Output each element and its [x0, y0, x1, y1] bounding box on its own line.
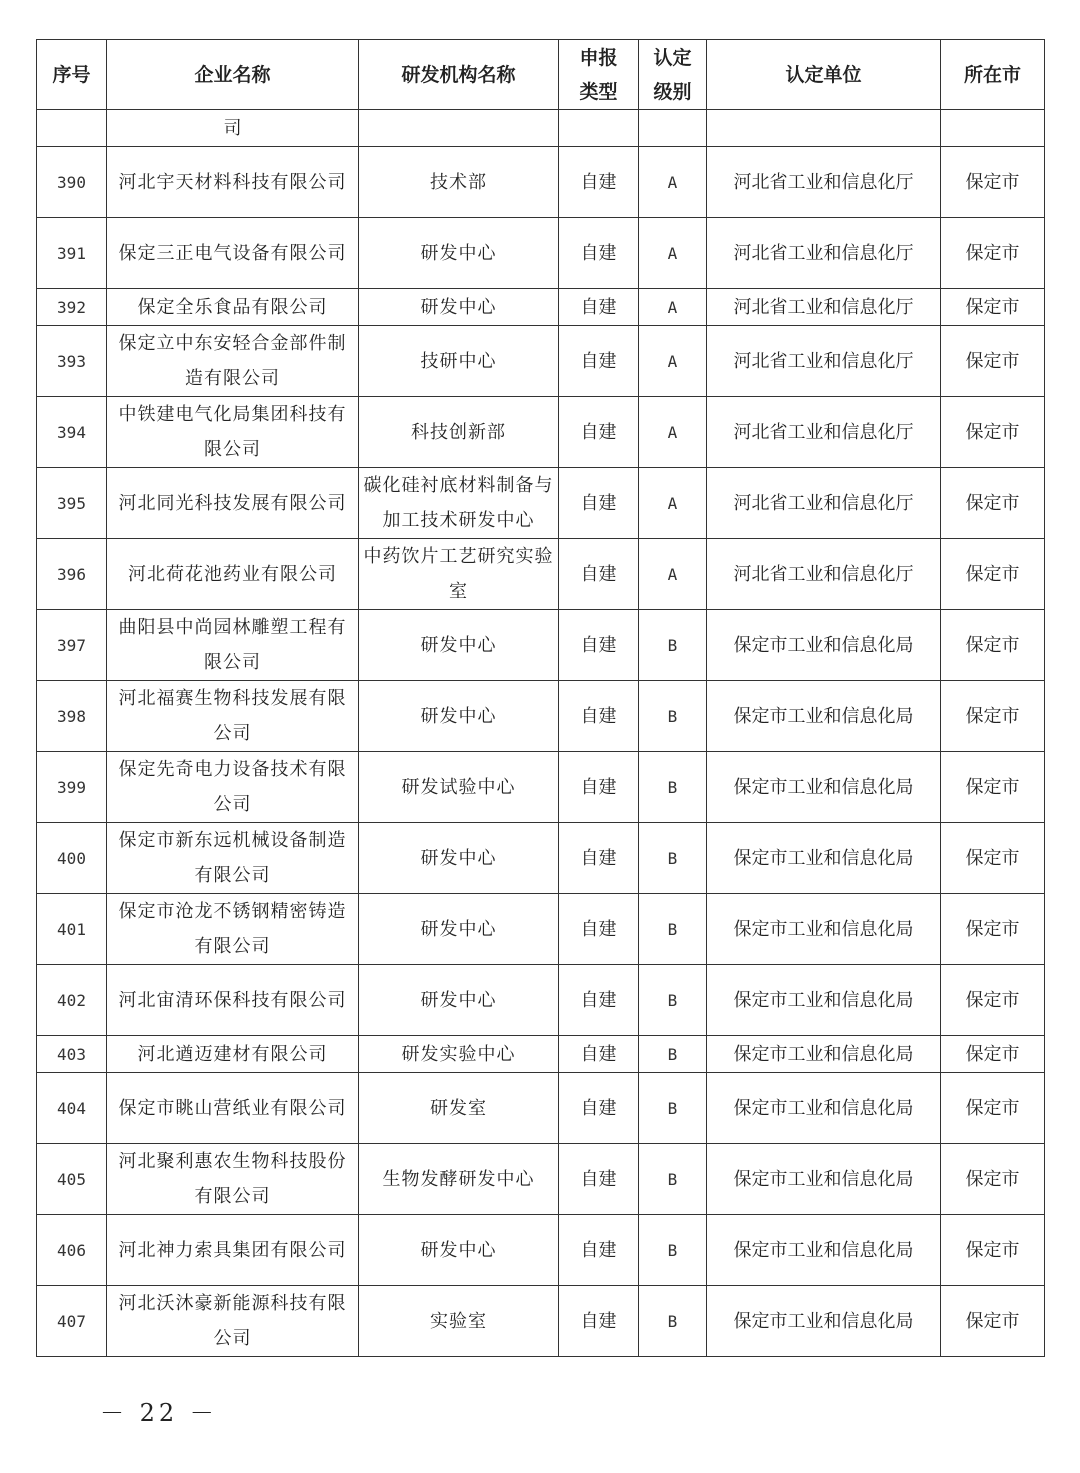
cell-level: A	[639, 218, 707, 289]
cell-city: 保定市	[941, 1036, 1045, 1073]
cell-seq: 390	[37, 147, 107, 218]
cell-institution: 研发中心	[359, 1215, 559, 1286]
cell-level: B	[639, 752, 707, 823]
cell-company: 保定三正电气设备有限公司	[107, 218, 359, 289]
cell-type: 自建	[559, 894, 639, 965]
cell-company: 保定立中东安轻合金部件制造有限公司	[107, 326, 359, 397]
cell-authority	[707, 110, 941, 147]
cell-city: 保定市	[941, 1215, 1045, 1286]
cell-institution: 中药饮片工艺研究实验室	[359, 539, 559, 610]
table-row	[37, 752, 1045, 823]
cell-authority: 河北省工业和信息化厅	[707, 539, 941, 610]
cell-seq: 401	[37, 894, 107, 965]
cell-city: 保定市	[941, 965, 1045, 1036]
cell-city: 保定市	[941, 289, 1045, 326]
cell-company: 曲阳县中尚园林雕塑工程有限公司	[107, 610, 359, 681]
header-institution: 研发机构名称	[359, 40, 559, 110]
cell-seq: 406	[37, 1215, 107, 1286]
cell-institution: 研发试验中心	[359, 752, 559, 823]
cell-city: 保定市	[941, 147, 1045, 218]
cell-authority: 保定市工业和信息化局	[707, 1036, 941, 1073]
cell-authority: 保定市工业和信息化局	[707, 1073, 941, 1144]
cell-city: 保定市	[941, 752, 1045, 823]
cell-type: 自建	[559, 218, 639, 289]
cell-seq: 392	[37, 289, 107, 326]
cell-seq: 400	[37, 823, 107, 894]
cell-authority: 保定市工业和信息化局	[707, 1144, 941, 1215]
cell-company: 保定先奇电力设备技术有限公司	[107, 752, 359, 823]
cell-level: B	[639, 1215, 707, 1286]
table-row	[37, 147, 1045, 218]
cell-city: 保定市	[941, 1286, 1045, 1357]
table-row	[37, 823, 1045, 894]
cell-company: 保定市新东远机械设备制造有限公司	[107, 823, 359, 894]
cell-type: 自建	[559, 752, 639, 823]
cell-city: 保定市	[941, 1073, 1045, 1144]
cell-city: 保定市	[941, 326, 1045, 397]
cell-institution	[359, 110, 559, 147]
cell-level: A	[639, 468, 707, 539]
cell-seq: 397	[37, 610, 107, 681]
cell-authority: 保定市工业和信息化局	[707, 752, 941, 823]
cell-company: 河北同光科技发展有限公司	[107, 468, 359, 539]
cell-level: A	[639, 539, 707, 610]
cell-type: 自建	[559, 1286, 639, 1357]
cell-type: 自建	[559, 610, 639, 681]
cell-authority: 保定市工业和信息化局	[707, 823, 941, 894]
cell-seq: 396	[37, 539, 107, 610]
cell-seq: 403	[37, 1036, 107, 1073]
cell-authority: 保定市工业和信息化局	[707, 965, 941, 1036]
cell-institution: 技研中心	[359, 326, 559, 397]
cell-authority: 河北省工业和信息化厅	[707, 289, 941, 326]
table-row	[37, 610, 1045, 681]
header-seq: 序号	[37, 40, 107, 110]
cell-type: 自建	[559, 289, 639, 326]
enterprise-rd-table	[36, 39, 1045, 1357]
cell-city: 保定市	[941, 539, 1045, 610]
cell-company: 河北神力索具集团有限公司	[107, 1215, 359, 1286]
cell-company: 河北宙清环保科技有限公司	[107, 965, 359, 1036]
cell-company: 河北沃沐豪新能源科技有限公司	[107, 1286, 359, 1357]
cell-level	[639, 110, 707, 147]
cell-company: 司	[107, 110, 359, 147]
cell-type	[559, 110, 639, 147]
table-row	[37, 539, 1045, 610]
cell-city: 保定市	[941, 218, 1045, 289]
cell-type: 自建	[559, 965, 639, 1036]
table-row	[37, 1286, 1045, 1357]
table-row	[37, 326, 1045, 397]
table-row	[37, 289, 1045, 326]
cell-institution: 研发中心	[359, 965, 559, 1036]
cell-type: 自建	[559, 397, 639, 468]
cell-seq	[37, 110, 107, 147]
header-type: 申报 类型	[559, 40, 639, 110]
cell-institution: 研发中心	[359, 681, 559, 752]
cell-city: 保定市	[941, 610, 1045, 681]
cell-seq: 407	[37, 1286, 107, 1357]
cell-type: 自建	[559, 823, 639, 894]
cell-seq: 393	[37, 326, 107, 397]
cell-type: 自建	[559, 468, 639, 539]
cell-level: B	[639, 1036, 707, 1073]
cell-level: B	[639, 1286, 707, 1357]
table-row	[37, 965, 1045, 1036]
cell-seq: 405	[37, 1144, 107, 1215]
header-authority: 认定单位	[707, 40, 941, 110]
cell-institution: 研发中心	[359, 289, 559, 326]
cell-company: 河北荷花池药业有限公司	[107, 539, 359, 610]
cell-level: B	[639, 965, 707, 1036]
cell-level: B	[639, 823, 707, 894]
cell-city: 保定市	[941, 468, 1045, 539]
cell-seq: 402	[37, 965, 107, 1036]
cell-institution: 研发室	[359, 1073, 559, 1144]
cell-company: 保定市眺山营纸业有限公司	[107, 1073, 359, 1144]
cell-seq: 391	[37, 218, 107, 289]
cell-institution: 碳化硅衬底材料制备与加工技术研发中心	[359, 468, 559, 539]
table-row	[37, 1073, 1045, 1144]
cell-type: 自建	[559, 326, 639, 397]
cell-seq: 399	[37, 752, 107, 823]
cell-city	[941, 110, 1045, 147]
cell-level: A	[639, 326, 707, 397]
cell-level: B	[639, 894, 707, 965]
cell-authority: 河北省工业和信息化厅	[707, 218, 941, 289]
cell-city: 保定市	[941, 894, 1045, 965]
cell-authority: 保定市工业和信息化局	[707, 894, 941, 965]
cell-level: B	[639, 681, 707, 752]
cell-authority: 河北省工业和信息化厅	[707, 397, 941, 468]
cell-type: 自建	[559, 1073, 639, 1144]
cell-institution: 研发实验中心	[359, 1036, 559, 1073]
table-row	[37, 681, 1045, 752]
header-company: 企业名称	[107, 40, 359, 110]
table-row	[37, 397, 1045, 468]
cell-type: 自建	[559, 1215, 639, 1286]
cell-authority: 保定市工业和信息化局	[707, 681, 941, 752]
cell-seq: 395	[37, 468, 107, 539]
cell-institution: 研发中心	[359, 218, 559, 289]
table-row	[37, 218, 1045, 289]
cell-level: B	[639, 610, 707, 681]
cell-level: A	[639, 397, 707, 468]
cell-company: 河北聚利惠农生物科技股份有限公司	[107, 1144, 359, 1215]
continuation-row	[37, 110, 1045, 147]
table-row	[37, 1144, 1045, 1215]
cell-institution: 实验室	[359, 1286, 559, 1357]
cell-seq: 394	[37, 397, 107, 468]
cell-type: 自建	[559, 1144, 639, 1215]
cell-authority: 河北省工业和信息化厅	[707, 468, 941, 539]
cell-city: 保定市	[941, 1144, 1045, 1215]
cell-city: 保定市	[941, 823, 1045, 894]
cell-type: 自建	[559, 147, 639, 218]
table-row	[37, 1036, 1045, 1073]
header-city: 所在市	[941, 40, 1045, 110]
table-row	[37, 468, 1045, 539]
cell-type: 自建	[559, 1036, 639, 1073]
cell-seq: 398	[37, 681, 107, 752]
cell-company: 保定全乐食品有限公司	[107, 289, 359, 326]
table-header-row	[37, 40, 1045, 110]
cell-institution: 研发中心	[359, 610, 559, 681]
table-row	[37, 894, 1045, 965]
cell-institution: 研发中心	[359, 894, 559, 965]
cell-city: 保定市	[941, 681, 1045, 752]
cell-institution: 技术部	[359, 147, 559, 218]
cell-authority: 保定市工业和信息化局	[707, 1286, 941, 1357]
cell-institution: 科技创新部	[359, 397, 559, 468]
cell-company: 河北遒迈建材有限公司	[107, 1036, 359, 1073]
cell-company: 保定市沧龙不锈钢精密铸造有限公司	[107, 894, 359, 965]
cell-company: 河北宇天材料科技有限公司	[107, 147, 359, 218]
cell-level: A	[639, 289, 707, 326]
cell-authority: 保定市工业和信息化局	[707, 1215, 941, 1286]
header-level: 认定 级别	[639, 40, 707, 110]
cell-authority: 河北省工业和信息化厅	[707, 326, 941, 397]
cell-city: 保定市	[941, 397, 1045, 468]
cell-type: 自建	[559, 539, 639, 610]
cell-seq: 404	[37, 1073, 107, 1144]
page-number: － 22 －	[100, 1399, 218, 1427]
cell-type: 自建	[559, 681, 639, 752]
cell-institution: 生物发酵研发中心	[359, 1144, 559, 1215]
cell-level: A	[639, 147, 707, 218]
cell-institution: 研发中心	[359, 823, 559, 894]
cell-authority: 保定市工业和信息化局	[707, 610, 941, 681]
cell-level: B	[639, 1073, 707, 1144]
cell-company: 河北福赛生物科技发展有限公司	[107, 681, 359, 752]
cell-level: B	[639, 1144, 707, 1215]
cell-authority: 河北省工业和信息化厅	[707, 147, 941, 218]
table-row	[37, 1215, 1045, 1286]
cell-company: 中铁建电气化局集团科技有限公司	[107, 397, 359, 468]
